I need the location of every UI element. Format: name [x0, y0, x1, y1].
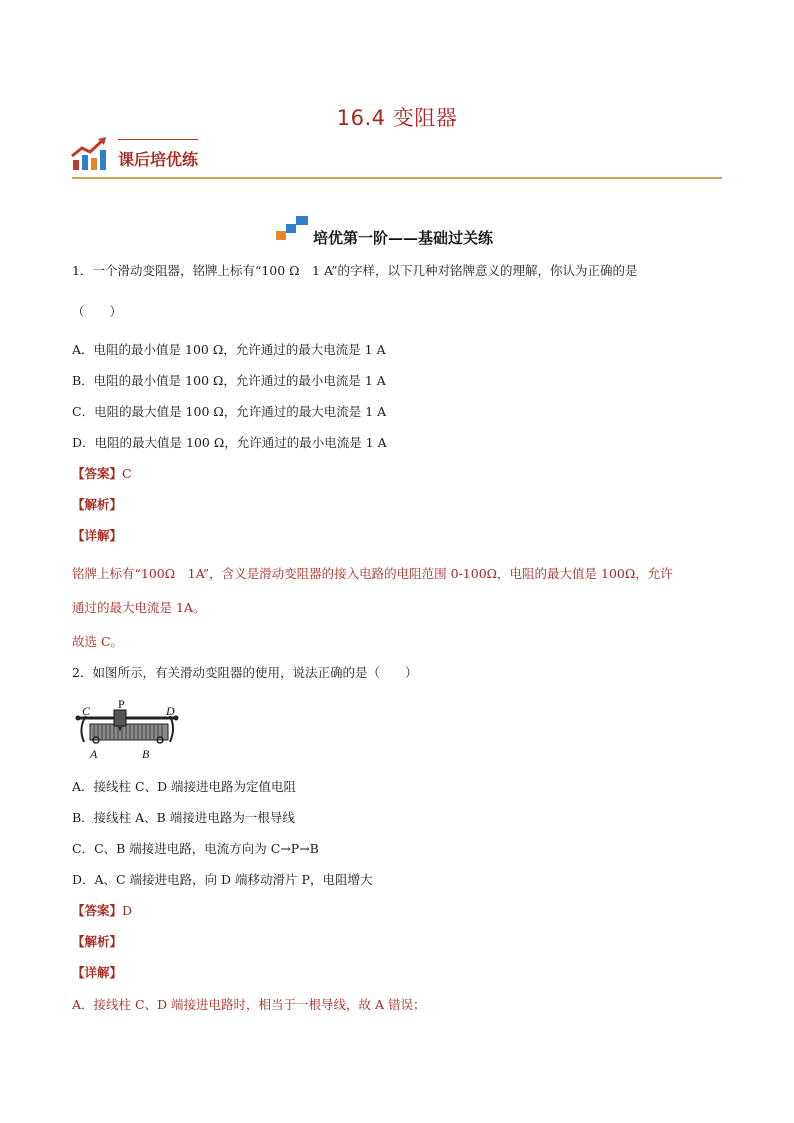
q1-option-d: D．电阻的最大值是 100 Ω，允许通过的最小电流是 1 A — [72, 435, 387, 450]
rheostat-figure — [72, 698, 182, 762]
figure-label-a: A — [90, 747, 98, 761]
q2-detail-tag: 【详解】 — [72, 965, 123, 980]
q1-conclusion: 故选 C。 — [72, 634, 124, 649]
header-label: 课后培优练 — [118, 150, 199, 169]
q1-answer — [72, 466, 132, 482]
stairs-icon — [276, 215, 310, 241]
q2-option-b: B．接线柱 A、B 端接进电路为一根导线 — [72, 810, 295, 825]
q1-detail-line2: 通过的最大电流是 1A。 — [72, 600, 206, 615]
figure-label-c: C — [82, 704, 91, 718]
growth-chart-icon — [70, 136, 108, 172]
q2-option-d: D．A、C 端接进电路，向 D 端移动滑片 P，电阻增大 — [72, 872, 373, 887]
q1-option-b: B．电阻的最小值是 100 Ω，允许通过的最小电流是 1 A — [72, 373, 386, 388]
q1-detail-line1: 铭牌上标有“100Ω 1A”，含义是滑动变阻器的接入电路的电阻范围 0-100Ω，电阻的最大值是 100Ω，允许 — [72, 566, 673, 581]
q1-analysis-tag: 【解析】 — [72, 497, 123, 512]
header-rule — [72, 177, 722, 179]
answer-tag: 【答案】 — [72, 466, 123, 481]
figure-label-b: B — [142, 747, 150, 761]
section-title: 培优第一阶——基础过关练 — [313, 229, 494, 247]
answer-tag: 【答案】 — [72, 903, 123, 918]
header-top-line — [118, 139, 198, 140]
q1-option-c: C．电阻的最大值是 100 Ω，允许通过的最大电流是 1 A — [72, 404, 387, 419]
q2-stem: 2．如图所示，有关滑动变阻器的使用，说法正确的是（ ） — [72, 665, 418, 680]
answer-value: C — [122, 466, 132, 481]
page-title: 16.4 变阻器 — [336, 106, 458, 130]
q1-stem: 1．一个滑动变阻器，铭牌上标有“100 Ω 1 A”的字样，以下几种对铭牌意义的理解，你认为正确的是 — [72, 263, 638, 278]
figure-label-p: P — [118, 698, 125, 711]
q2-answer — [72, 903, 132, 919]
q2-option-c: C．C、B 端接进电路，电流方向为 C→P→B — [72, 841, 319, 856]
answer-value: D — [122, 903, 133, 918]
q2-analysis-tag: 【解析】 — [72, 934, 123, 949]
q2-detail-line1: A．接线柱 C、D 端接进电路时，相当于一根导线，故 A 错误； — [72, 997, 426, 1012]
q2-option-a: A．接线柱 C、D 端接进电路为定值电阻 — [72, 779, 297, 794]
q1-option-a: A．电阻的最小值是 100 Ω，允许通过的最大电流是 1 A — [72, 342, 386, 357]
figure-label-d: D — [166, 704, 175, 718]
q1-blank: （ ） — [72, 304, 123, 319]
q1-detail-tag: 【详解】 — [72, 528, 123, 543]
